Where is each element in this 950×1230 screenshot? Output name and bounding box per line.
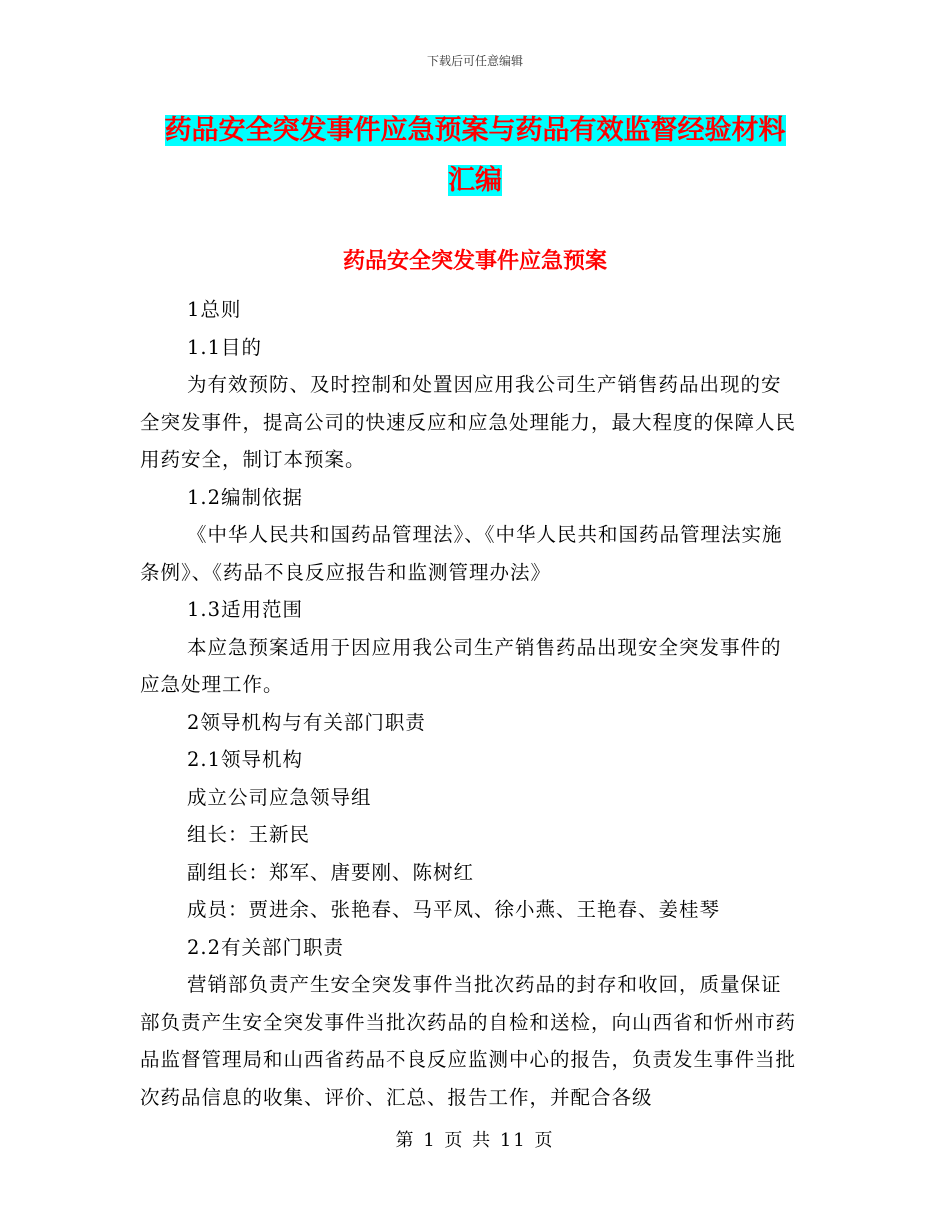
- paragraph: 2.2有关部门职责: [187, 935, 345, 959]
- paragraph: 副组长：郑军、唐要刚、陈树红: [187, 860, 475, 884]
- document-title: [140, 106, 810, 206]
- paragraph: 1总则: [187, 298, 242, 321]
- paragraph: 1.3适用范围: [187, 598, 304, 621]
- paragraph: 组长：王新民: [187, 823, 311, 846]
- page-footer: 第 1 页 共 11 页: [395, 1130, 555, 1151]
- header-note: 下载后可任意编辑: [426, 54, 523, 68]
- document-body: [140, 291, 800, 1116]
- document-title-line-1: 药品安全突发事件应急预案与药品有效监督经验材料: [164, 115, 786, 146]
- paragraph: 1.2编制依据: [187, 485, 304, 509]
- paragraph: 成员：贾进余、张艳春、马平凤、徐小燕、王艳春、姜桂琴: [187, 898, 721, 921]
- paragraph: 1.1目的: [187, 335, 263, 359]
- paragraph: 本应急预案适用于因应用我公司生产销售药品出现安全突发事件的应急处理工作。: [140, 635, 782, 696]
- paragraph: 为有效预防、及时控制和处置因应用我公司生产销售药品出现的安全突发事件，提高公司的快速反应和应急处理能力，最大程度的保障人民用药安全，制订本预案。: [140, 373, 797, 471]
- paragraph: 2领导机构与有关部门职责: [187, 710, 426, 734]
- paragraph: 营销部负责产生安全突发事件当批次药品的封存和收回，质量保证部负责产生安全突发事件当批次药品的自检和送检，向山西省和忻州市药品监督管理局和山西省药品不良反应监测中心的报告，负责发生事件当批次药品信息的收集、评价、汇总、报告工作，并配合各级: [140, 973, 797, 1109]
- paragraph: 2.1领导机构: [187, 748, 304, 771]
- document-title-line-2: 汇编: [448, 165, 502, 196]
- paragraph: 成立公司应急领导组: [187, 785, 372, 809]
- section-title: 药品安全突发事件应急预案: [342, 249, 607, 274]
- paragraph: 《中华人民共和国药品管理法》、《中华人民共和国药品管理法实施条例》、《药品不良反应报告和监测管理办法》: [140, 523, 783, 584]
